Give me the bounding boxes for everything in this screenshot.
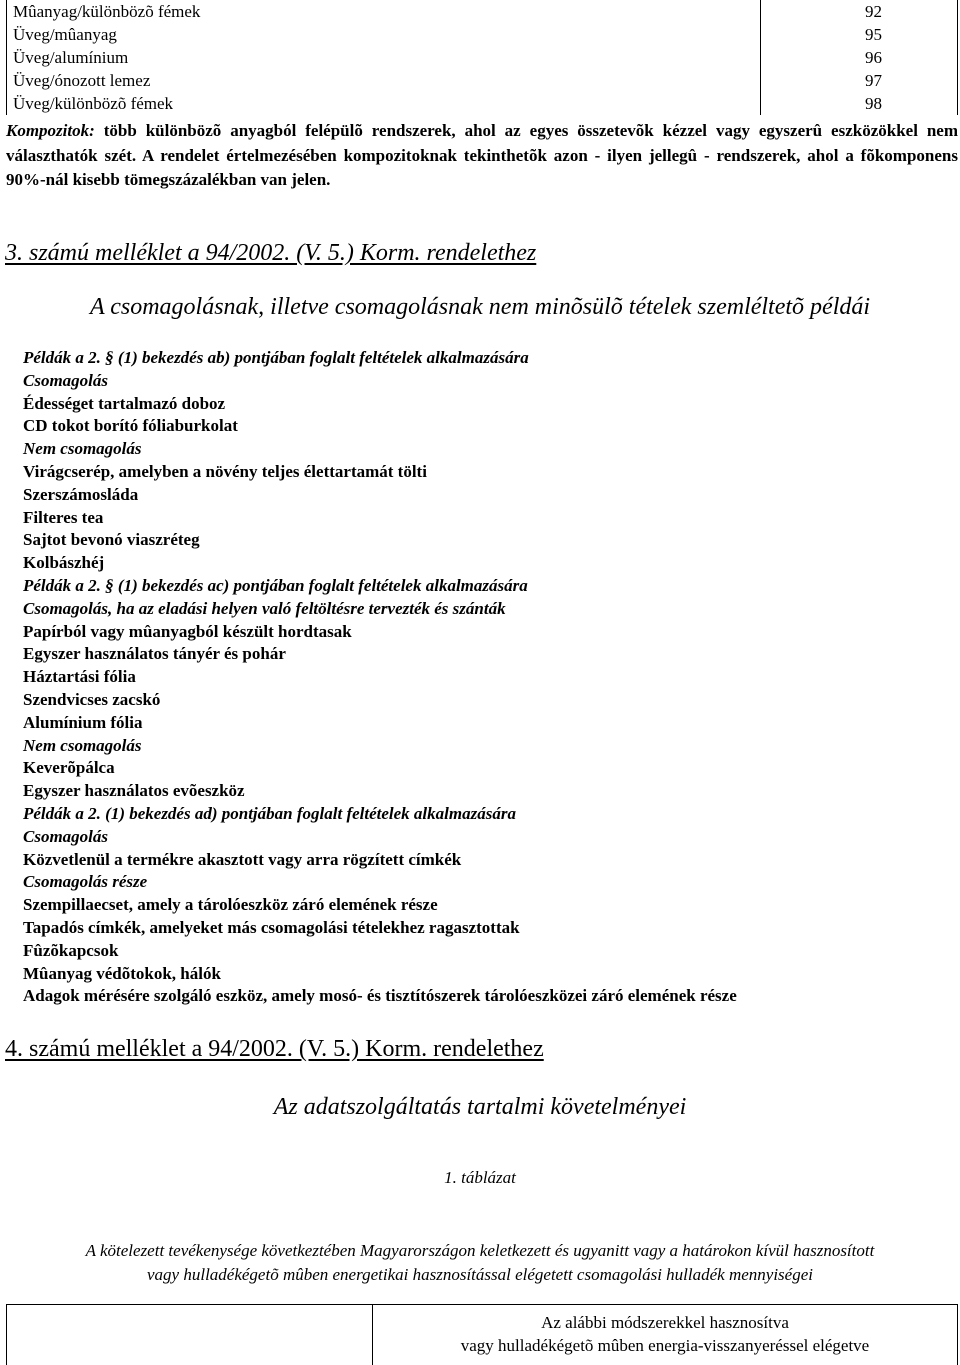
list-item: Egyszer használatos evõeszköz [23,781,245,801]
table-row [7,23,958,46]
category-label: Nem csomagolás [23,439,142,459]
list-item: Keverõpálca [23,758,115,778]
definition-text: több különbözõ anyagból felépülõ rendszerek, ahol az egyes összetevõk kézzel vagy egyszerû eszközökkel nem választhatók szét. A rendelet értelmezésében kompozitoknak tekinthetõk azon - ilyen jellegû - rendszerek, ahol a fõkomponens 90%-nál kisebb tömegszázalékban van jelen. [6,121,958,189]
annex-3-title: 3. számú melléklet a 94/2002. (V. 5.) Korm. rendelethez [5,240,537,266]
table-header-line: vagy hulladékégetõ mûben energia-visszanyeréssel elégetve [460,1336,870,1355]
material-cell: Üveg/különbözõ fémek [7,92,761,115]
list-item: Fûzõkapcsok [23,940,119,960]
list-item: Alumínium fólia [23,712,143,732]
table-caption-line: A kötelezett tevékenysége következtében Magyarországon keletkezett és ugyanitt vagy a határokon kívül hasznosított [85,1241,875,1260]
category-label: Csomagolás [23,826,109,846]
material-cell: Üveg/alumínium [7,46,761,69]
table-row [7,69,958,92]
table-row [7,46,958,69]
table-header-cell [372,1311,958,1357]
material-cell: Üveg/ónozott lemez [7,69,761,92]
material-code-table [6,0,958,115]
list-item: Édességet tartalmazó doboz [23,393,226,413]
table-caption-line: vagy hulladékégetõ mûben energetikai hasznosítással elégetett csomagolási hulladék mennyiségei [147,1265,813,1284]
list-item: Adagok mérésére szolgáló eszköz, amely mosó- és tisztítószerek tárolóeszközei záró elemének része [23,986,737,1006]
examples-list [23,347,953,1008]
annex-3-subtitle: A csomagolásnak, illetve csomagolásnak nem minõsülõ tételek szemléltetõ példái [89,294,871,320]
list-item: Sajtot bevonó viaszréteg [23,530,200,550]
examples-heading: Példák a 2. § (1) bekezdés ac) pontjában foglalt feltételek alkalmazására [23,575,528,595]
list-item: Szerszámosláda [23,484,139,504]
examples-heading: Példák a 2. § (1) bekezdés ab) pontjában foglalt feltételek alkalmazására [23,348,529,367]
table-row [7,0,958,23]
annex-4-title: 4. számú melléklet a 94/2002. (V. 5.) Korm. rendelethez [5,1036,544,1062]
recovery-table [6,1304,958,1365]
table-label: 1. táblázat [444,1168,516,1187]
composites-definition [6,119,958,193]
list-item: Közvetlenül a termékre akasztott vagy arra rögzített címkék [23,849,462,869]
list-item: Egyszer használatos tányér és pohár [23,644,286,664]
list-item: Szendvicses zacskó [23,689,161,709]
list-item: Mûanyag védõtokok, hálók [23,963,221,983]
table-row [7,92,958,115]
list-item: Filteres tea [23,507,104,527]
category-label: Csomagolás [23,370,109,390]
code-cell: 95 [761,23,958,46]
code-cell: 97 [761,69,958,92]
list-item: Virágcserép, amelyben a növény teljes élettartamát tölti [23,461,427,481]
code-cell: 98 [761,92,958,115]
category-label: Csomagolás része [23,872,148,892]
material-cell: Mûanyag/különbözõ fémek [7,0,761,23]
list-item: CD tokot borító fóliaburkolat [23,416,238,436]
list-item: Szempillaecset, amely a tárolóeszköz záró elemének része [23,895,438,915]
table-border [6,1305,7,1365]
list-item: Tapadós címkék, amelyeket más csomagolási tételekhez ragasztottak [23,917,520,937]
definition-term: Kompozitok: [6,121,95,140]
table-caption [0,1239,960,1287]
list-item: Papírból vagy mûanyagból készült hordtasak [23,621,352,641]
category-label: Nem csomagolás [23,735,142,755]
code-cell: 92 [761,0,958,23]
material-cell: Üveg/mûanyag [7,23,761,46]
list-item: Kolbászhéj [23,553,105,573]
table-header-line: Az alábbi módszerekkel hasznosítva [541,1313,789,1332]
examples-heading: Példák a 2. (1) bekezdés ad) pontjában foglalt feltételek alkalmazására [23,803,516,823]
category-label: Csomagolás, ha az eladási helyen való feltöltésre tervezték és szánták [23,598,506,618]
code-cell: 96 [761,46,958,69]
annex-4-subtitle: Az adatszolgáltatás tartalmi követelményei [273,1094,687,1120]
list-item: Háztartási fólia [23,667,136,687]
